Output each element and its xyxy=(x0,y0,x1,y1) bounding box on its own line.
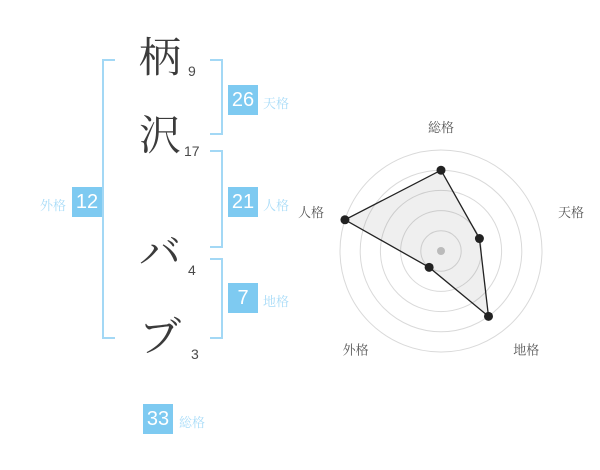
gaikaku-label: 外格 xyxy=(40,198,67,213)
radar-point-総格 xyxy=(437,166,446,175)
radar-axis-label-総格: 総格 xyxy=(427,120,455,135)
soukaku-label: 総格 xyxy=(179,415,206,430)
radar-point-外格 xyxy=(425,263,434,272)
radar-axis-label-天格: 天格 xyxy=(557,204,584,220)
radar-polygon xyxy=(345,170,489,316)
chikaku-label: 地格 xyxy=(263,294,290,309)
name-char-3: バ xyxy=(138,229,181,276)
jinkaku-label: 人格 xyxy=(263,198,290,213)
stroke-count-1: 9 xyxy=(188,63,196,79)
name-char-2: 沢 xyxy=(138,112,181,159)
tenkaku-label: 天格 xyxy=(263,96,290,111)
name-char-1: 柄 xyxy=(138,34,181,81)
radar-axis-label-外格: 外格 xyxy=(342,342,369,358)
radar-point-人格 xyxy=(340,215,349,224)
chikaku-value-box: 7 xyxy=(228,283,258,313)
stroke-count-4: 3 xyxy=(191,346,199,362)
tenkaku-value-box: 26 xyxy=(228,85,258,115)
radar-axis-label-地格: 地格 xyxy=(513,342,540,358)
stroke-count-2: 17 xyxy=(184,143,200,159)
gaikaku-value-box: 12 xyxy=(72,187,102,217)
name-char-4: ブ xyxy=(138,313,181,360)
stroke-count-3: 4 xyxy=(188,262,196,278)
radar-point-天格 xyxy=(475,234,484,243)
radar-axis-label-人格: 人格 xyxy=(298,204,325,220)
radar-point-地格 xyxy=(484,312,493,321)
jinkaku-value-box: 21 xyxy=(228,187,258,217)
soukaku-value-box: 33 xyxy=(143,404,173,434)
